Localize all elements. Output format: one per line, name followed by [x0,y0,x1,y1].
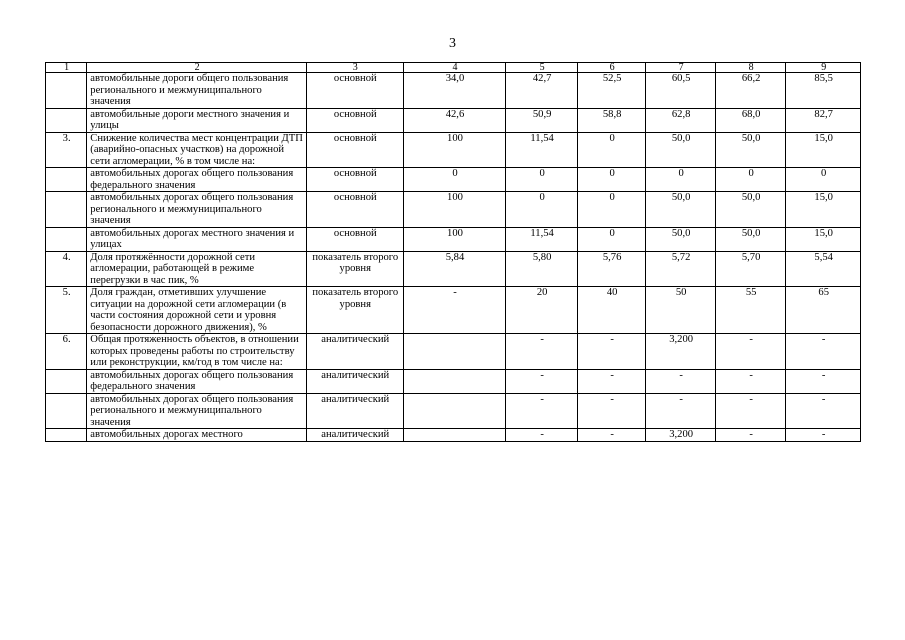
indicator-type-cell: аналитический [306,393,403,429]
indicator-type-cell: основной [306,108,403,132]
row-number-cell: 6. [46,334,87,370]
row-number-cell [46,168,87,192]
indicator-name-cell: автомобильные дороги местного значения и улицы [87,108,307,132]
value-cell: - [715,429,786,442]
value-cell: 50,0 [646,132,716,168]
table-row [46,334,861,370]
value-cell: - [786,429,861,442]
value-cell: - [506,393,578,429]
value-cell: - [646,393,716,429]
value-cell: 0 [506,168,578,192]
value-cell: 50,0 [646,227,716,251]
value-cell: - [786,393,861,429]
row-number-cell [46,429,87,442]
row-number-cell [46,227,87,251]
indicator-type-cell: показатель второго уровня [306,287,403,334]
table-row [46,73,861,109]
table-row [46,108,861,132]
value-cell: 55 [715,287,786,334]
header-cell: 2 [87,63,307,73]
value-cell: 58,8 [577,108,646,132]
value-cell: 42,7 [506,73,578,109]
table-row [46,132,861,168]
value-cell: 20 [506,287,578,334]
page-number: 3 [449,36,456,51]
indicator-name-cell: автомобильные дороги общего пользования регионального и межмуниципального значения [87,73,307,109]
table-row [46,287,861,334]
value-cell: 60,5 [646,73,716,109]
header-cell: 4 [403,63,506,73]
value-cell [403,334,506,370]
value-cell: 62,8 [646,108,716,132]
value-cell: 15,0 [786,192,861,228]
value-cell [403,429,506,442]
row-number-cell: 3. [46,132,87,168]
table-row [46,227,861,251]
value-cell: 0 [646,168,716,192]
header-cell: 5 [506,63,578,73]
indicators-table [45,62,861,442]
value-cell: 82,7 [786,108,861,132]
value-cell: 85,5 [786,73,861,109]
value-cell: 0 [506,192,578,228]
value-cell: 5,72 [646,251,716,287]
value-cell: 50,0 [715,192,786,228]
value-cell: 50 [646,287,716,334]
indicator-type-cell: основной [306,132,403,168]
value-cell: 50,0 [715,227,786,251]
value-cell: - [715,393,786,429]
value-cell: - [786,369,861,393]
value-cell: 66,2 [715,73,786,109]
value-cell: 15,0 [786,132,861,168]
indicator-type-cell: показатель второго уровня [306,251,403,287]
row-number-cell [46,369,87,393]
table-row [46,251,861,287]
indicator-name-cell: Доля граждан, отметивших улучшение ситуации на дорожной сети агломерации (в части состояния дорожной сети и уровня безопасности дорожного движения), % [87,287,307,334]
header-cell: 3 [306,63,403,73]
indicator-type-cell: основной [306,73,403,109]
value-cell: - [506,429,578,442]
indicator-type-cell: аналитический [306,429,403,442]
table-header-row [46,63,861,73]
value-cell: - [715,369,786,393]
value-cell: 0 [715,168,786,192]
value-cell: 3,200 [646,429,716,442]
value-cell: 50,0 [646,192,716,228]
indicator-name-cell: автомобильных дорогах местного значения и улицах [87,227,307,251]
value-cell: 0 [577,227,646,251]
header-cell: 7 [646,63,716,73]
value-cell [403,369,506,393]
value-cell: - [506,334,578,370]
indicator-name-cell: Общая протяженность объектов, в отношении которых проведены работы по строительству или реконструкции, км/год в том числе на: [87,334,307,370]
value-cell: 0 [577,192,646,228]
value-cell: 52,5 [577,73,646,109]
value-cell: - [506,369,578,393]
indicator-name-cell: автомобильных дорогах местного [87,429,307,442]
header-cell: 8 [715,63,786,73]
value-cell: 68,0 [715,108,786,132]
value-cell: 100 [403,227,506,251]
value-cell: - [577,393,646,429]
table-row [46,192,861,228]
value-cell: 0 [577,132,646,168]
value-cell: - [577,369,646,393]
value-cell: 0 [577,168,646,192]
value-cell: 100 [403,192,506,228]
indicator-name-cell: автомобильных дорогах общего пользования регионального и межмуниципального значения [87,393,307,429]
value-cell: 3,200 [646,334,716,370]
value-cell: 5,70 [715,251,786,287]
row-number-cell: 4. [46,251,87,287]
value-cell: 5,54 [786,251,861,287]
value-cell: 40 [577,287,646,334]
value-cell: - [577,334,646,370]
table-row [46,168,861,192]
value-cell: 0 [786,168,861,192]
value-cell: 65 [786,287,861,334]
indicator-name-cell: автомобильных дорогах общего пользования федерального значения [87,168,307,192]
indicator-type-cell: основной [306,192,403,228]
value-cell: 11,54 [506,132,578,168]
value-cell: 5,76 [577,251,646,287]
value-cell: 34,0 [403,73,506,109]
value-cell: - [646,369,716,393]
value-cell [403,393,506,429]
value-cell: - [577,429,646,442]
value-cell: 50,9 [506,108,578,132]
indicator-name-cell: автомобильных дорогах общего пользования регионального и межмуниципального значения [87,192,307,228]
row-number-cell [46,393,87,429]
value-cell: 42,6 [403,108,506,132]
indicator-type-cell: аналитический [306,369,403,393]
value-cell: - [715,334,786,370]
table-row [46,369,861,393]
table-row [46,393,861,429]
value-cell: - [403,287,506,334]
row-number-cell [46,73,87,109]
row-number-cell [46,192,87,228]
value-cell: 11,54 [506,227,578,251]
header-cell: 1 [46,63,87,73]
indicator-type-cell: основной [306,227,403,251]
value-cell: 15,0 [786,227,861,251]
value-cell: 50,0 [715,132,786,168]
indicator-type-cell: основной [306,168,403,192]
value-cell: 0 [403,168,506,192]
indicator-name-cell: Доля протяжённости дорожной сети агломерации, работающей в режиме перегрузки в час пик, % [87,251,307,287]
indicator-name-cell: автомобильных дорогах общего пользования федерального значения [87,369,307,393]
value-cell: 5,84 [403,251,506,287]
value-cell: - [786,334,861,370]
header-cell: 6 [577,63,646,73]
header-cell: 9 [786,63,861,73]
value-cell: 5,80 [506,251,578,287]
indicator-name-cell: Снижение количества мест концентрации ДТП (аварийно-опасных участков) на дорожной сети агломерации, % в том числе на: [87,132,307,168]
indicator-type-cell: аналитический [306,334,403,370]
table-row [46,429,861,442]
row-number-cell [46,108,87,132]
row-number-cell: 5. [46,287,87,334]
value-cell: 100 [403,132,506,168]
